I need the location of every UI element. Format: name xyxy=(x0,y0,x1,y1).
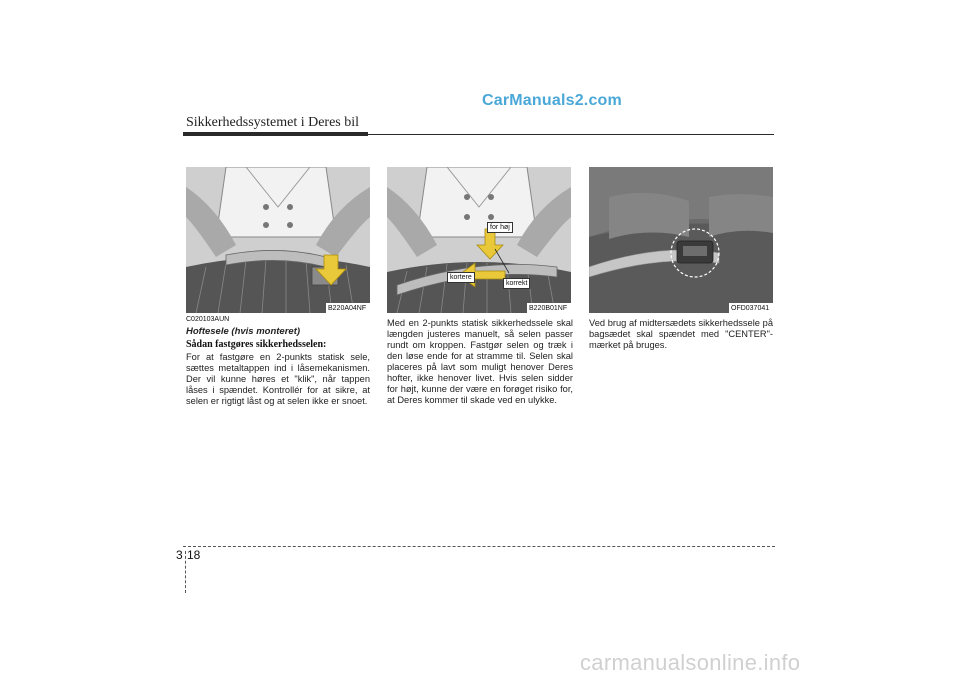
figure-lap-belt-fasten xyxy=(186,167,370,313)
figure-code-1: B220A04NF xyxy=(328,305,367,312)
paragraph-justering: Med en 2-punkts statisk sikkerhedssele skal længden justeres manuelt, så selen passer rundt om kroppen. Fastgør selen og træk i den løse ende for at stramme til. Selen skal placeres på lavt som muligt henover Deres hofter, ikke henover livet. Hvis selen sidder for højt, kunne der være en forøget risiko for, at Deres kommer til skade ved en ulykke. xyxy=(387,318,573,405)
title-rule-thick xyxy=(183,132,368,136)
figure-lap-belt-adjust xyxy=(387,167,571,313)
figure-code-3: OFD037041 xyxy=(731,305,770,312)
label-for-hoj: for høj xyxy=(487,222,513,233)
figure-code-2: B220B01NF xyxy=(529,305,568,312)
label-korrekt: korrekt xyxy=(503,278,530,289)
subheading-fastgoring: Sådan fastgøres sikkerhedsselen: xyxy=(186,339,327,350)
figure-center-buckle xyxy=(589,167,773,313)
subheading-hoftesele: Hoftesele (hvis monteret) xyxy=(186,326,301,337)
page-chapter-number: 3 xyxy=(176,548,183,562)
label-kortere: kortere xyxy=(447,272,475,283)
paragraph-fastgoring: For at fastgøre en 2-punkts statisk sele, sættes metaltappen ind i låsemekanismen. Der vil kunne høres et "klik", når tappen låses i spændet. Kontrollér for at sikre, at selen er rigtigt låst og at selen ikke er snoet. xyxy=(186,352,370,406)
reference-code: C020103AUN xyxy=(186,316,230,323)
footer-vertical-rule xyxy=(185,551,186,593)
watermark-top: CarManuals2.com xyxy=(482,92,622,109)
section-title: Sikkerhedssystemet i Deres bil xyxy=(186,115,360,130)
watermark-bottom: carmanualsonline.info xyxy=(580,650,801,675)
figure-lap-belt-adjust-illustration xyxy=(387,167,571,313)
footer-rule xyxy=(183,546,775,547)
title-rule-thin xyxy=(368,134,774,135)
page-number: 18 xyxy=(187,548,201,562)
figure-center-buckle-illustration xyxy=(589,167,773,313)
figure-lap-belt-fasten-illustration xyxy=(186,167,370,313)
paragraph-center-buckle: Ved brug af midtersædets sikkerhedssele på bagsædet skal spændet med "CENTER"-mærket på bruges. xyxy=(589,318,773,350)
